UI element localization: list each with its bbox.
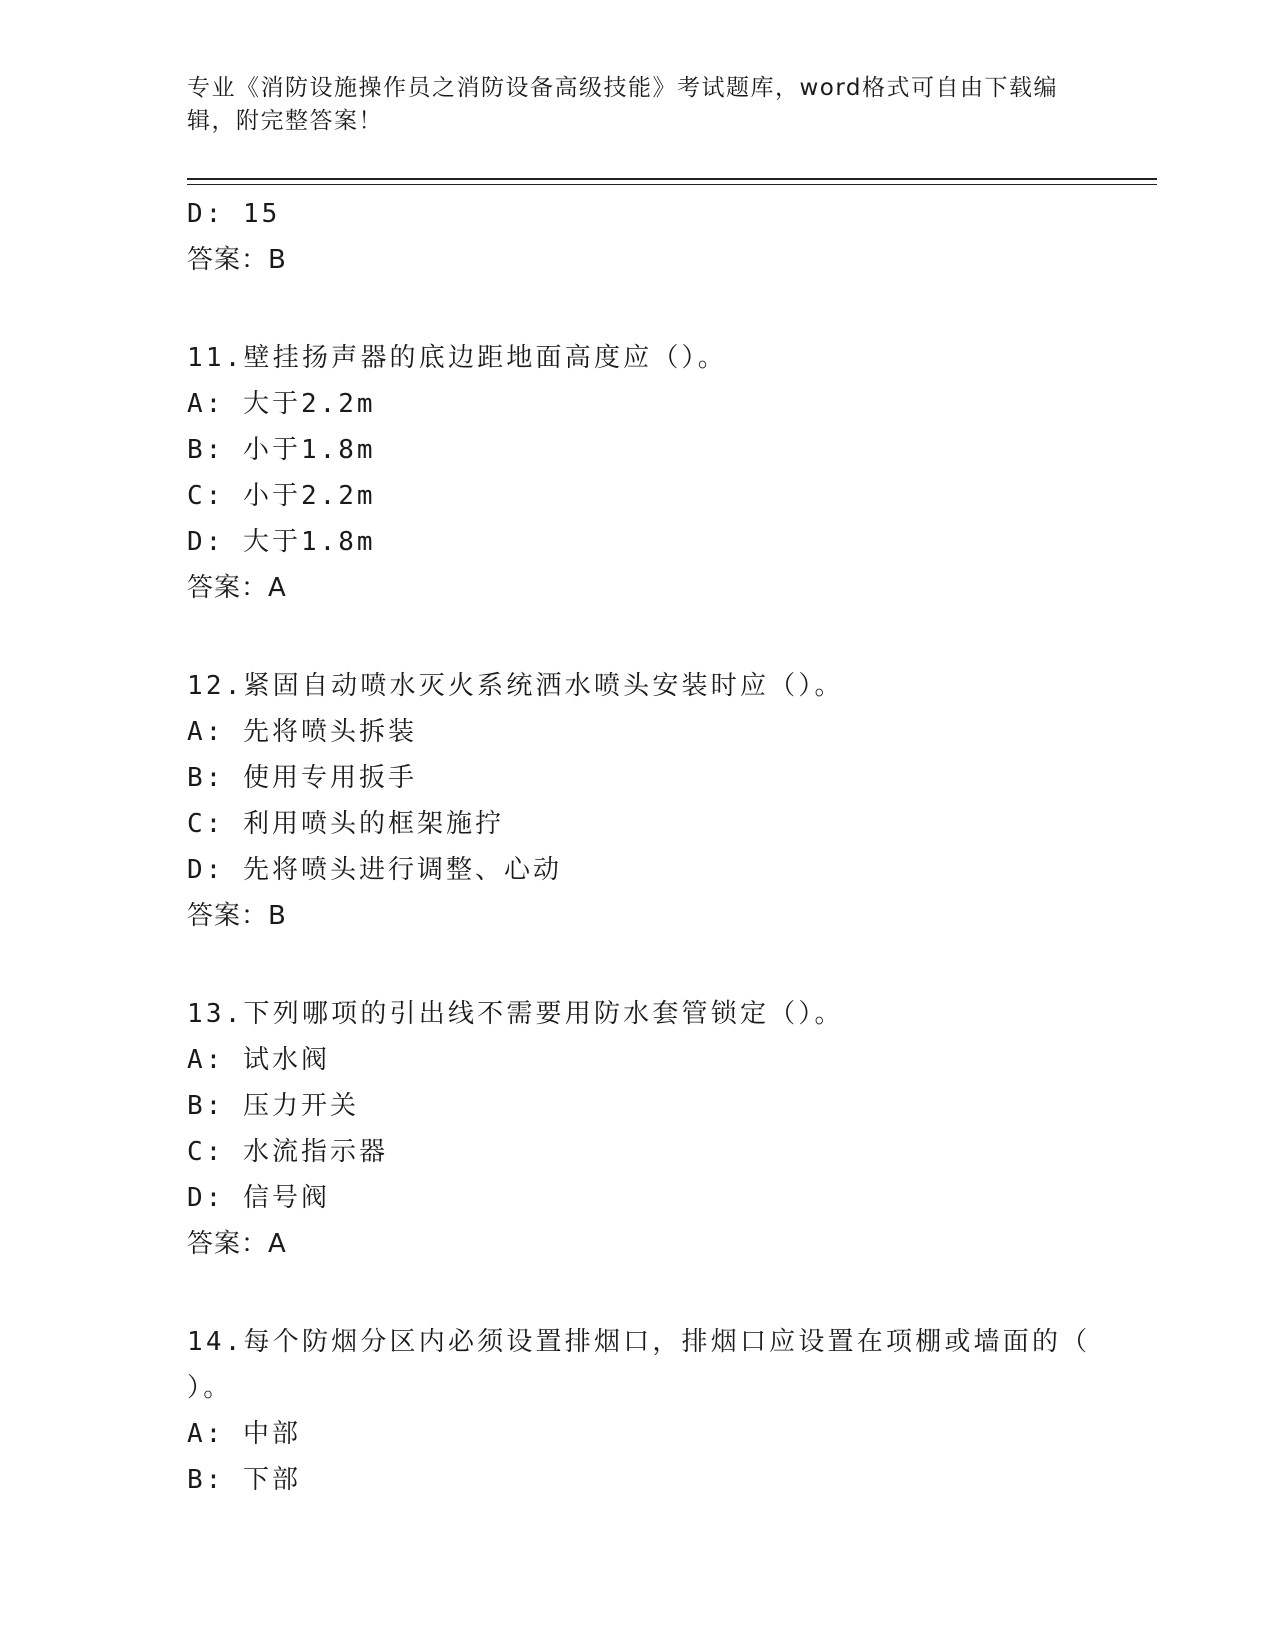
question-stem: 13.下列哪项的引出线不需要用防水套管锁定（）。 <box>187 999 844 1029</box>
option-a: A: 中部 <box>187 1419 301 1449</box>
option-d: D: 信号阀 <box>187 1183 330 1213</box>
answer-line: 答案：A <box>187 1229 287 1259</box>
question-stem: 12.紧固自动喷水灭火系统洒水喷头安装时应（）。 <box>187 671 844 701</box>
question-stem-line-1: 14.每个防烟分区内必须设置排烟口，排烟口应设置在项棚或墙面的（ <box>187 1327 1091 1357</box>
option-c: C: 利用喷头的框架施拧 <box>187 809 504 839</box>
question-stem: 11.壁挂扬声器的底边距地面高度应（）。 <box>187 343 727 373</box>
option-c: C: 水流指示器 <box>187 1137 388 1167</box>
option-a: A: 试水阀 <box>187 1045 330 1075</box>
option-a: A: 大于2.2m <box>187 389 376 419</box>
question-14 <box>187 1319 1091 1503</box>
option-a: A: 先将喷头拆装 <box>187 717 417 747</box>
answer-line: 答案：B <box>187 245 287 275</box>
answer-line: 答案：A <box>187 573 287 603</box>
header-divider <box>187 178 1157 180</box>
header-divider-thin <box>187 184 1157 185</box>
question-13 <box>187 991 1087 1267</box>
question-list <box>187 191 1091 1503</box>
option-b: B: 小于1.8m <box>187 435 376 465</box>
answer-line: 答案：B <box>187 901 287 931</box>
option-b: B: 使用专用扳手 <box>187 763 417 793</box>
question-11 <box>187 335 1087 611</box>
question-12 <box>187 663 1087 939</box>
option-b: B: 下部 <box>187 1465 301 1495</box>
option-b: B: 压力开关 <box>187 1091 359 1121</box>
question-stem-line-2: ）。 <box>187 1373 233 1403</box>
option-d: D: 15 <box>187 199 281 229</box>
option-d: D: 先将喷头进行调整、心动 <box>187 855 562 885</box>
option-c: C: 小于2.2m <box>187 481 376 511</box>
document-header: 专业《消防设施操作员之消防设备高级技能》考试题库，word格式可自由下载编辑，附完整答案！ <box>187 75 1059 134</box>
option-d: D: 大于1.8m <box>187 527 376 557</box>
